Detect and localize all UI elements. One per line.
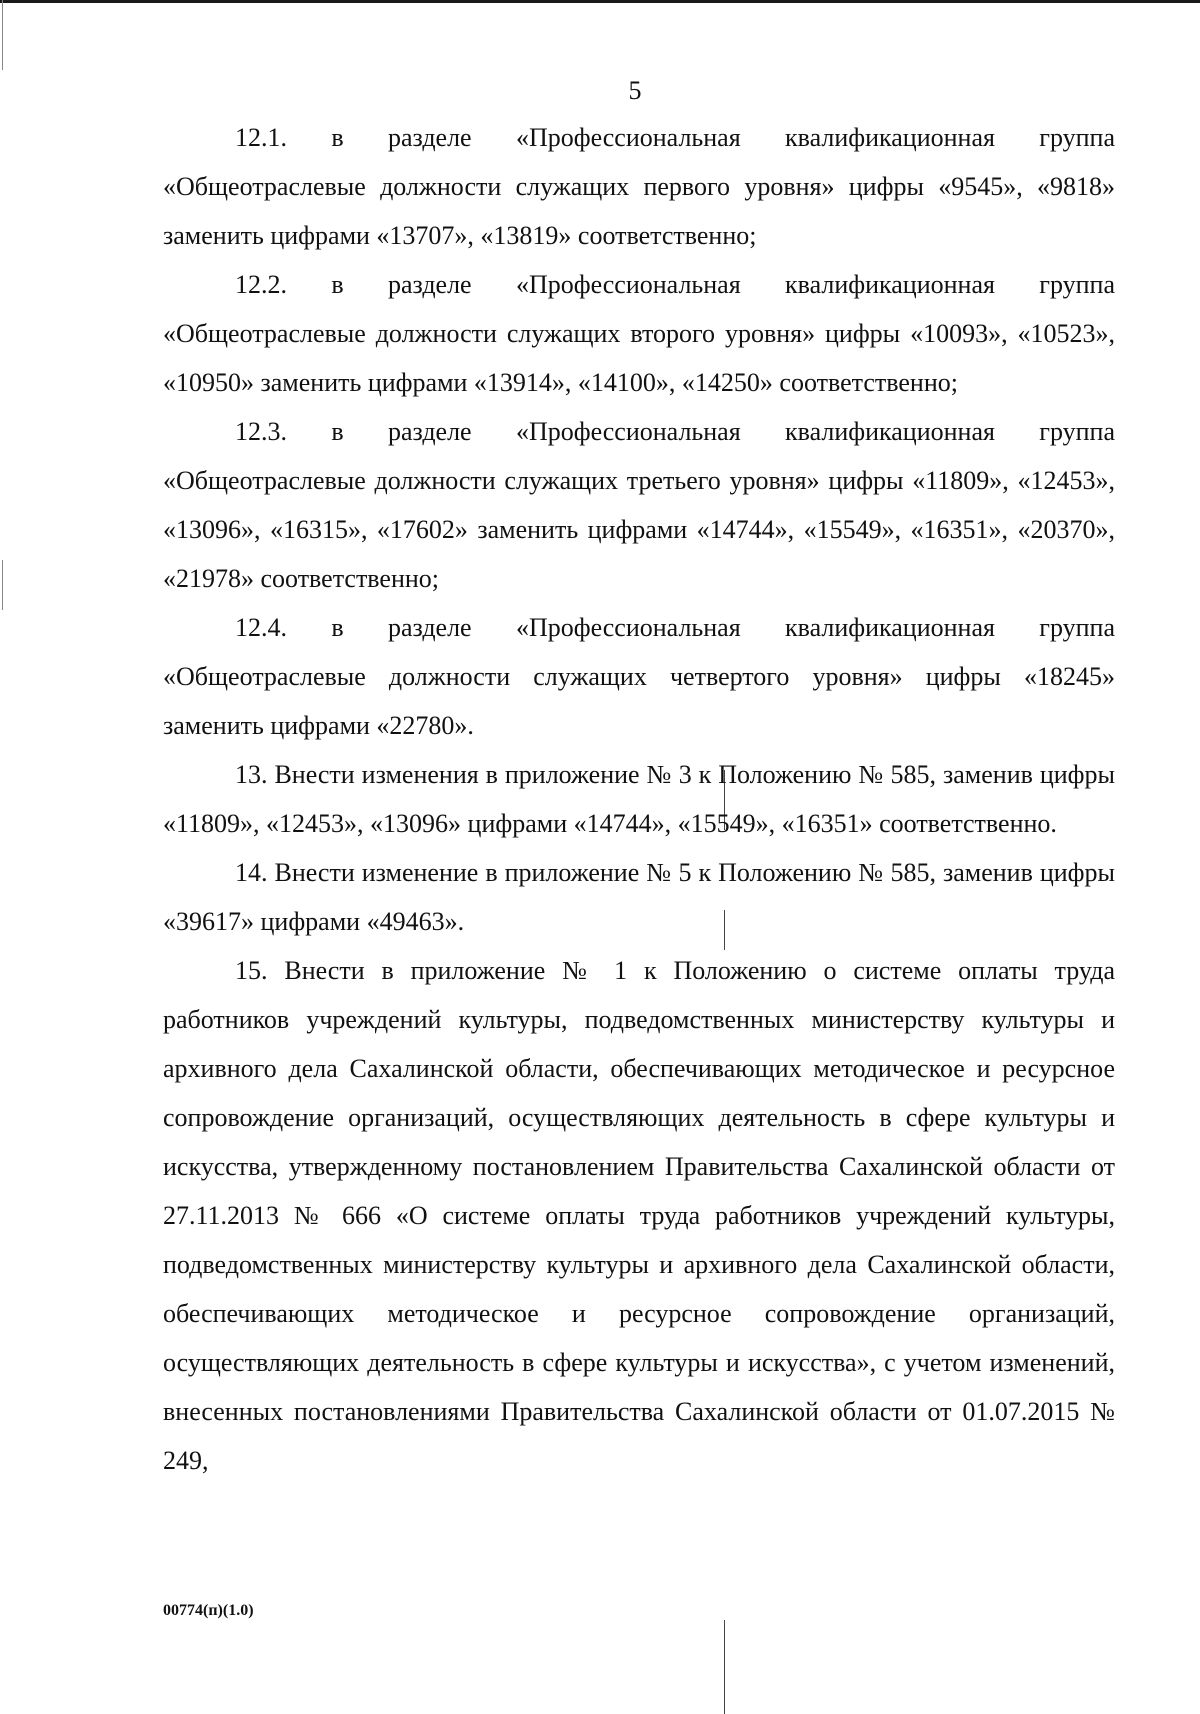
paragraph-12-2: 12.2. в разделе «Профессиональная квалификационная группа «Общеотраслевые должности служащих второго уровня» цифры «10093», «10523», «10950» заменить цифрами «13914», «14100», «14250» соответственно;: [163, 270, 1115, 397]
scan-edge-mark: [2, 560, 3, 610]
paragraph-15: 15. Внести в приложение № 1 к Положению о системе оплаты труда работников учреждений культуры, подведомственных министерству культуры и архивного дела Сахалинской области, обеспечивающих методическое и ресурсное сопровождение организаций, осуществляющих деятельность в сфере культуры и искусства, утвержденному постановлением Правительства Сахалинской области от 27.11.2013 № 666 «О системе оплаты труда работников учреждений культуры, подведомственных министерству культуры и архивного дела Сахалинской области, обеспечивающих методическое и ресурсное сопровождение организаций, осуществляющих деятельность в сфере культуры и искусства», с учетом изменений, внесенных постановлениями Правительства Сахалинской области от 01.07.2015 № 249,: [163, 956, 1115, 1475]
page-number: 5: [628, 76, 642, 105]
scan-artifact-line: [724, 1620, 725, 1714]
paragraph-12-3: 12.3. в разделе «Профессиональная квалификационная группа «Общеотраслевые должности служащих третьего уровня» цифры «11809», «12453», «13096», «16315», «17602» заменить цифрами «14744», «15549», «16351», «20370», «21978» соответственно;: [163, 417, 1115, 593]
scan-edge-mark: [2, 0, 3, 70]
page-top-border: [0, 0, 1200, 3]
document-body: [163, 113, 1115, 1485]
document-code: 00774(п)(1.0): [163, 1602, 254, 1619]
paragraph-12-4: 12.4. в разделе «Профессиональная квалификационная группа «Общеотраслевые должности служащих четвертого уровня» цифры «18245» заменить цифрами «22780».: [163, 613, 1115, 740]
paragraph-13: 13. Внести изменения в приложение № 3 к Положению № 585, заменив цифры «11809», «12453», «13096» цифрами «14744», «15549», «16351» соответственно.: [163, 760, 1115, 838]
paragraph-14: 14. Внести изменение в приложение № 5 к Положению № 585, заменив цифры «39617» цифрами «49463».: [163, 858, 1115, 936]
paragraph-12-1: 12.1. в разделе «Профессиональная квалификационная группа «Общеотраслевые должности служащих первого уровня» цифры «9545», «9818» заменить цифрами «13707», «13819» соответственно;: [163, 123, 1115, 250]
